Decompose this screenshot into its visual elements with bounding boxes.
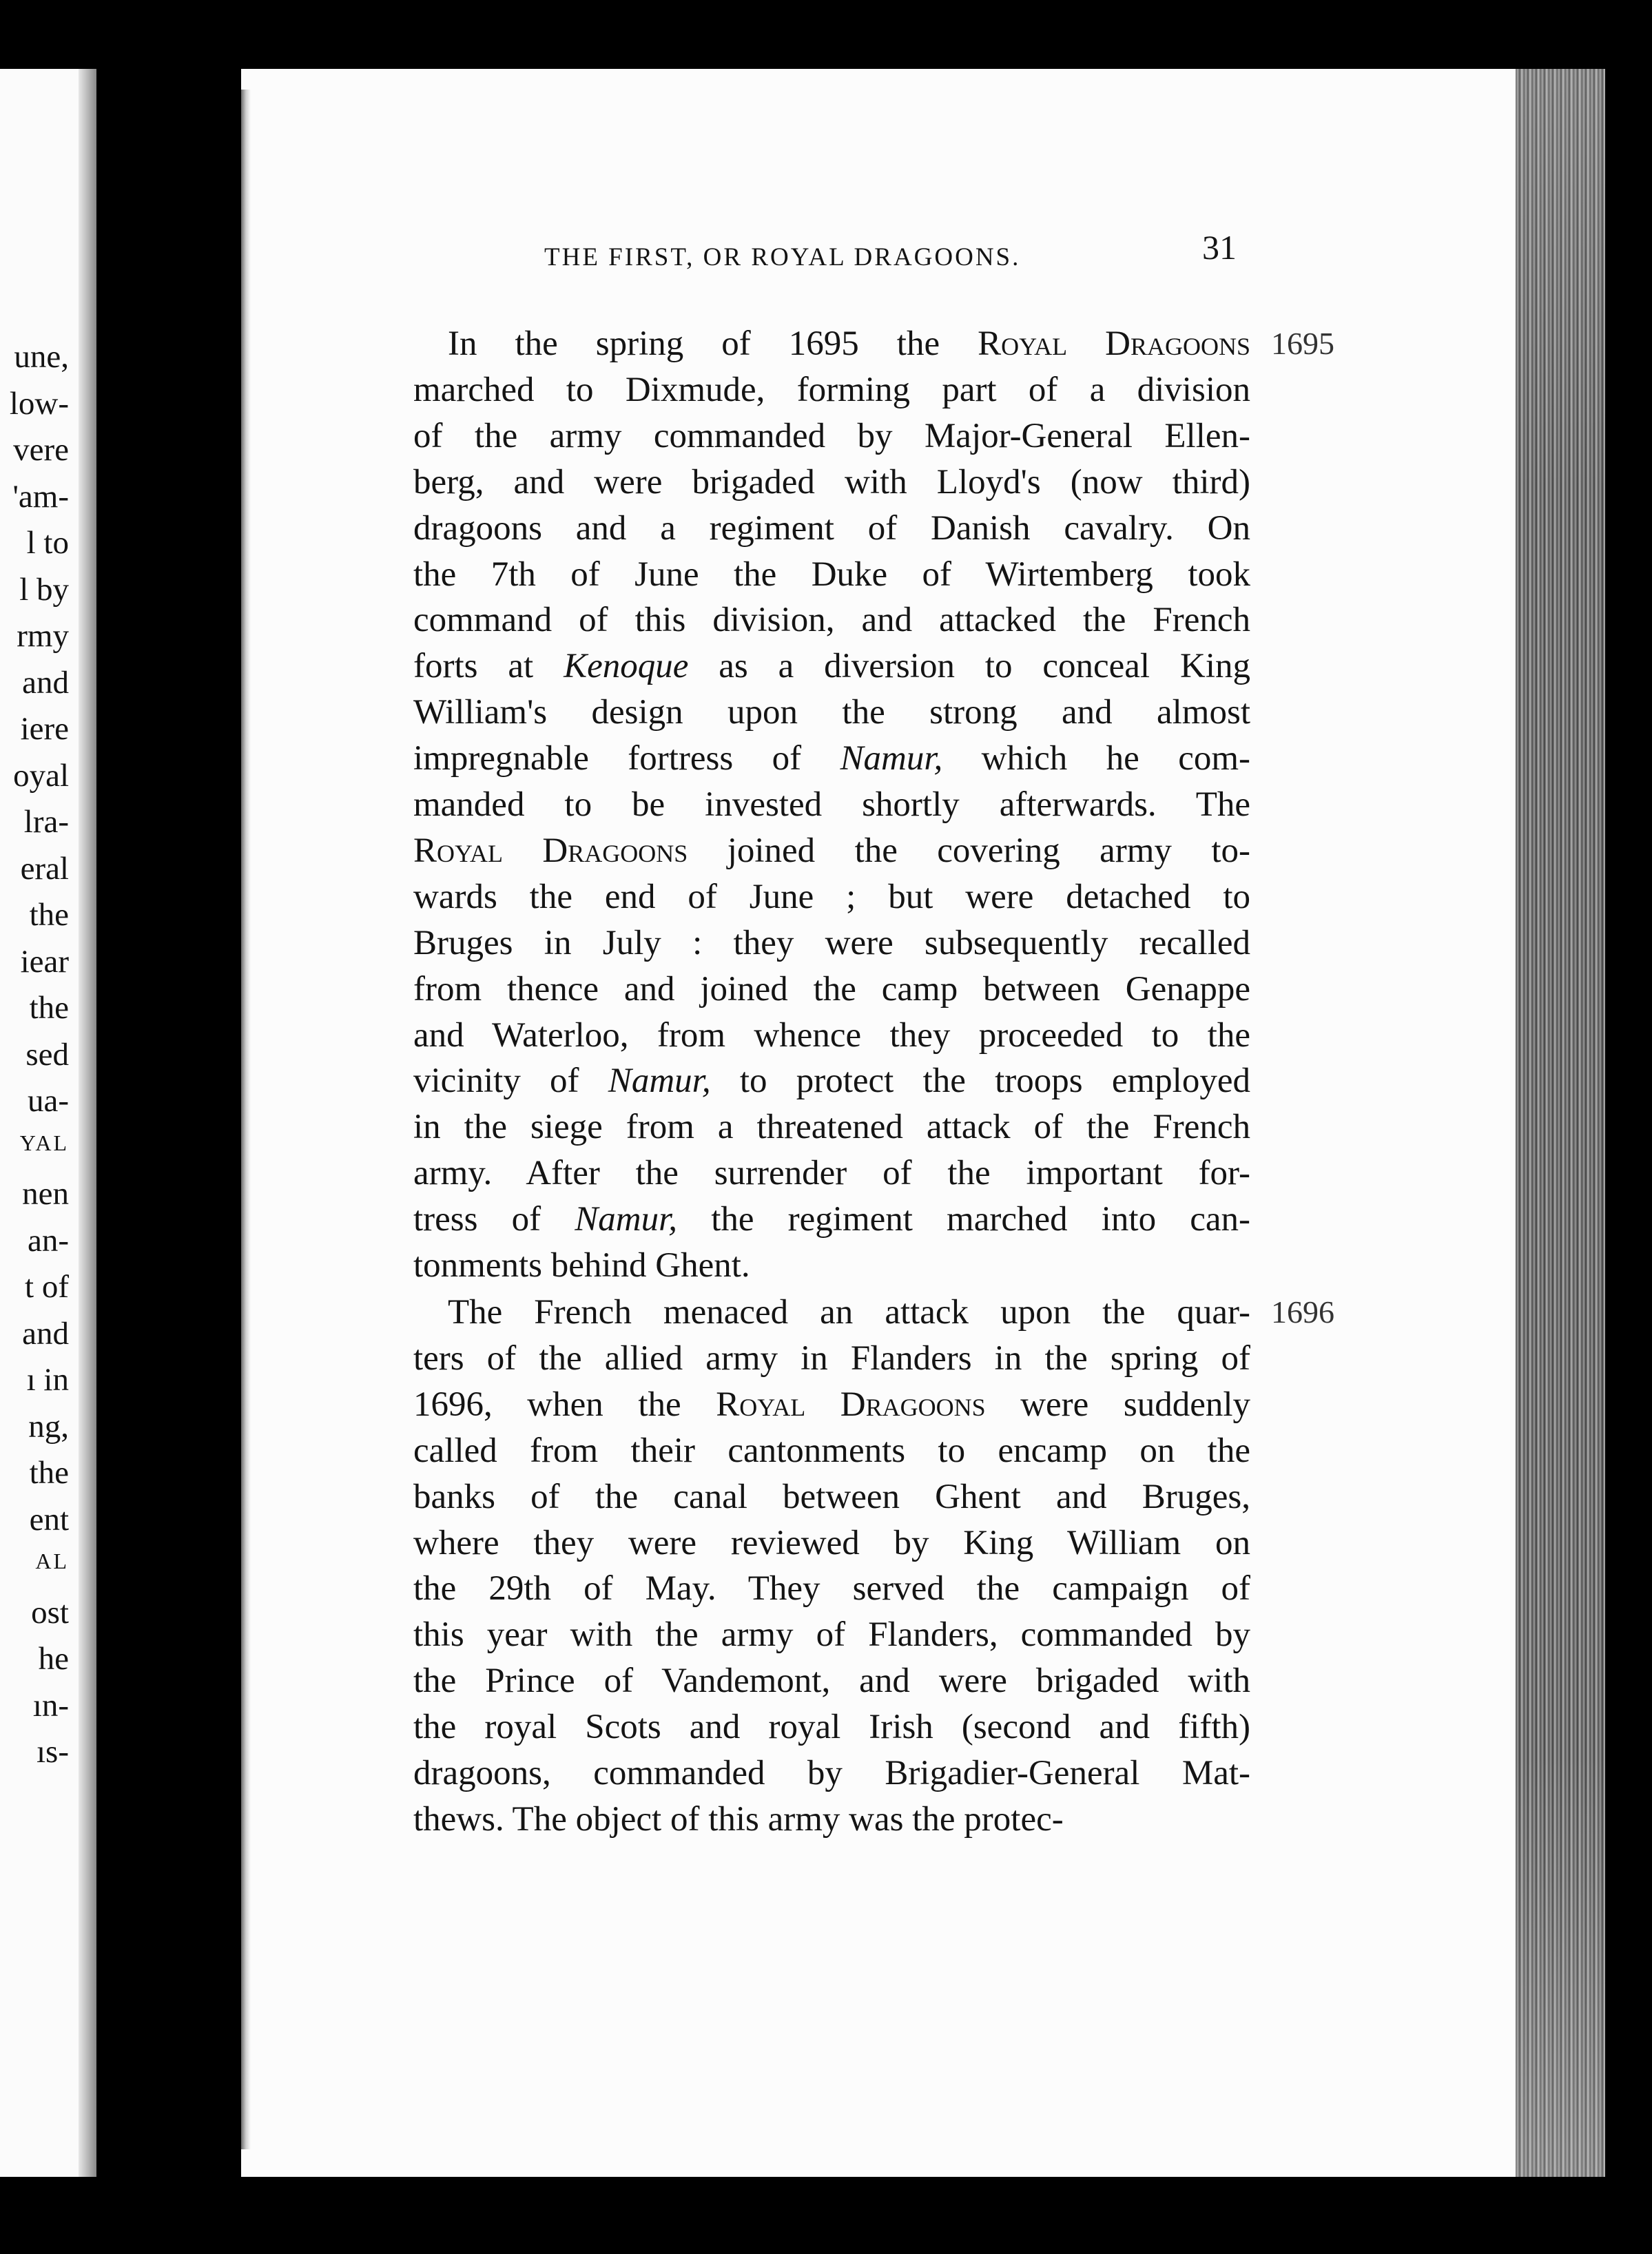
text-run: Namur, [608, 1062, 711, 1101]
text-run: tonments behind Ghent. [413, 1246, 750, 1285]
previous-page-line: vere [13, 432, 69, 468]
text-run: army. After the surrender of the important for- [413, 1154, 1250, 1193]
text-line [413, 413, 1250, 459]
text-line [413, 1612, 1250, 1657]
text-run: command of this division, and attacked the French [413, 601, 1250, 640]
text-run: Bruges in July : they were subsequently recalled [413, 923, 1250, 962]
text-line [413, 920, 1250, 966]
previous-page-line: ın- [32, 1687, 69, 1724]
text-line [413, 1658, 1250, 1704]
previous-page-fragment [0, 69, 96, 2177]
text-run: manded to be invested shortly afterwards. The [413, 785, 1250, 824]
previous-page-line: rmy [17, 618, 69, 654]
text-line [413, 1336, 1250, 1381]
text-run: banks of the canal between Ghent and Bruges, [413, 1477, 1250, 1516]
text-line [413, 506, 1250, 551]
text-line [413, 1243, 1250, 1288]
page-gutter-shadow [79, 69, 96, 2177]
text-line [413, 552, 1250, 597]
text-line [413, 459, 1250, 505]
text-run: the 29th of May. They served the campaign of [413, 1569, 1250, 1609]
text-run: impregnable fortress of [413, 739, 840, 778]
text-run: where they were reviewed by King William on [413, 1523, 1250, 1562]
text-run: Namur, [575, 1200, 678, 1239]
text-line [413, 690, 1250, 735]
text-line [413, 874, 1250, 920]
text-run: called from their cantonments to encamp on the [413, 1431, 1250, 1470]
previous-page-line: 'am- [12, 478, 69, 515]
page-edges [1516, 69, 1605, 2177]
text-run: William's design upon the strong and almost [413, 693, 1250, 732]
text-line [413, 736, 1250, 781]
text-run: dragoons, commanded by Brigadier-General Mat- [413, 1754, 1250, 1792]
previous-page-line: the [29, 1455, 69, 1491]
text-run: thews. The object of this army was the protec- [413, 1799, 1064, 1839]
previous-page-line: ı in [26, 1362, 69, 1398]
previous-page-line: he [38, 1641, 69, 1677]
text-line [413, 828, 1250, 873]
previous-page-line: and [22, 664, 69, 701]
margin-date-1696: 1696 [1271, 1294, 1334, 1330]
previous-page-line: eral [20, 850, 69, 887]
text-run: 1696, when the [413, 1385, 716, 1424]
previous-page-line: ua- [27, 1083, 69, 1119]
text-line [413, 1474, 1250, 1520]
text-run: to protect the troops employed [710, 1062, 1250, 1101]
previous-page-line: iere [20, 711, 69, 747]
previous-page-line: ent [29, 1501, 69, 1538]
previous-page-line: and [22, 1315, 69, 1352]
previous-page-line: iear [20, 943, 69, 980]
previous-page-line: ost [31, 1594, 69, 1631]
text-run: Royal Dragoons [413, 831, 688, 870]
text-run: wards the end of June ; but were detached to [413, 877, 1250, 916]
text-line [413, 1566, 1250, 1611]
text-run: Royal Dragoons [716, 1385, 986, 1424]
text-run: ters of the allied army in Flanders in the spring of [413, 1338, 1250, 1378]
text-line [413, 966, 1250, 1012]
text-run: vicinity of [413, 1062, 608, 1101]
text-run: as a diversion to conceal King [688, 647, 1250, 686]
text-line [413, 1197, 1250, 1242]
text-line [413, 1150, 1250, 1196]
text-line [413, 597, 1250, 643]
text-run: of the army commanded by Major-General Ellen- [413, 416, 1250, 455]
previous-page-line: oyal [13, 757, 69, 794]
text-line [413, 1520, 1250, 1566]
previous-page-line: une, [14, 339, 69, 375]
text-run: this year with the army of Flanders, commanded by [413, 1615, 1250, 1655]
text-line [413, 643, 1250, 689]
text-run: from thence and joined the camp between Genappe [413, 969, 1250, 1009]
text-run: the regiment marched into can- [677, 1200, 1251, 1239]
text-line [413, 1104, 1250, 1150]
text-run: In the spring of 1695 the [448, 324, 978, 363]
text-run: and Waterloo, from whence they proceeded to the [413, 1015, 1250, 1055]
text-line [413, 321, 1250, 366]
text-run: Royal Dragoons [978, 324, 1250, 363]
previous-page-line: YAL [19, 1130, 69, 1155]
margin-date-1695: 1695 [1271, 326, 1334, 361]
previous-page-line: sed [25, 1036, 69, 1073]
text-run: the Prince of Vandemont, and were brigaded with [413, 1662, 1250, 1701]
text-line [413, 1013, 1250, 1058]
text-run: joined the covering army to- [688, 831, 1250, 870]
previous-page-line: nen [22, 1176, 69, 1212]
text-run: Namur, [840, 739, 943, 778]
text-run: marched to Dixmude, forming part of a division [413, 370, 1250, 409]
text-run: the royal Scots and royal Irish (second and fifth) [413, 1708, 1250, 1747]
text-line [413, 1058, 1250, 1104]
previous-page-line: ng, [28, 1408, 69, 1445]
previous-page-line: the [29, 897, 69, 933]
running-head: THE FIRST, OR ROYAL DRAGOONS. [544, 243, 1021, 271]
page-number: 31 [1202, 228, 1237, 267]
previous-page-line: ıs- [37, 1734, 69, 1770]
page-inner-shadow [241, 90, 251, 2149]
text-run: tress of [413, 1200, 575, 1239]
text-run: were suddenly [985, 1385, 1250, 1424]
text-run: forts at [413, 647, 564, 686]
previous-page-line: low- [9, 385, 69, 422]
text-line [413, 367, 1250, 413]
text-line [413, 1382, 1250, 1427]
previous-page-line: l to [26, 525, 69, 561]
text-run: Kenoque [564, 647, 689, 686]
text-run: The French menaced an attack upon the quar- [448, 1293, 1250, 1332]
text-line [413, 1290, 1250, 1335]
previous-page-line: an- [27, 1222, 69, 1259]
text-line [413, 1750, 1250, 1796]
text-line [413, 1704, 1250, 1750]
text-run: in the siege from a threatened attack of the French [413, 1108, 1250, 1147]
text-run: the 7th of June the Duke of Wirtemberg took [413, 555, 1250, 594]
previous-page-line: the [29, 990, 69, 1026]
text-line [413, 1428, 1250, 1474]
text-line [413, 1797, 1250, 1842]
previous-page-line: AL [35, 1549, 69, 1573]
text-run: dragoons and a regiment of Danish cavalry. On [413, 508, 1250, 548]
text-run: berg, and were brigaded with Lloyd's (now third) [413, 462, 1250, 502]
book-binding [96, 0, 241, 2254]
previous-page-line: l by [19, 571, 69, 608]
previous-page-line: lra- [23, 804, 69, 840]
previous-page-line: t of [25, 1269, 69, 1305]
text-run: which he com- [942, 739, 1250, 778]
text-line [413, 782, 1250, 827]
